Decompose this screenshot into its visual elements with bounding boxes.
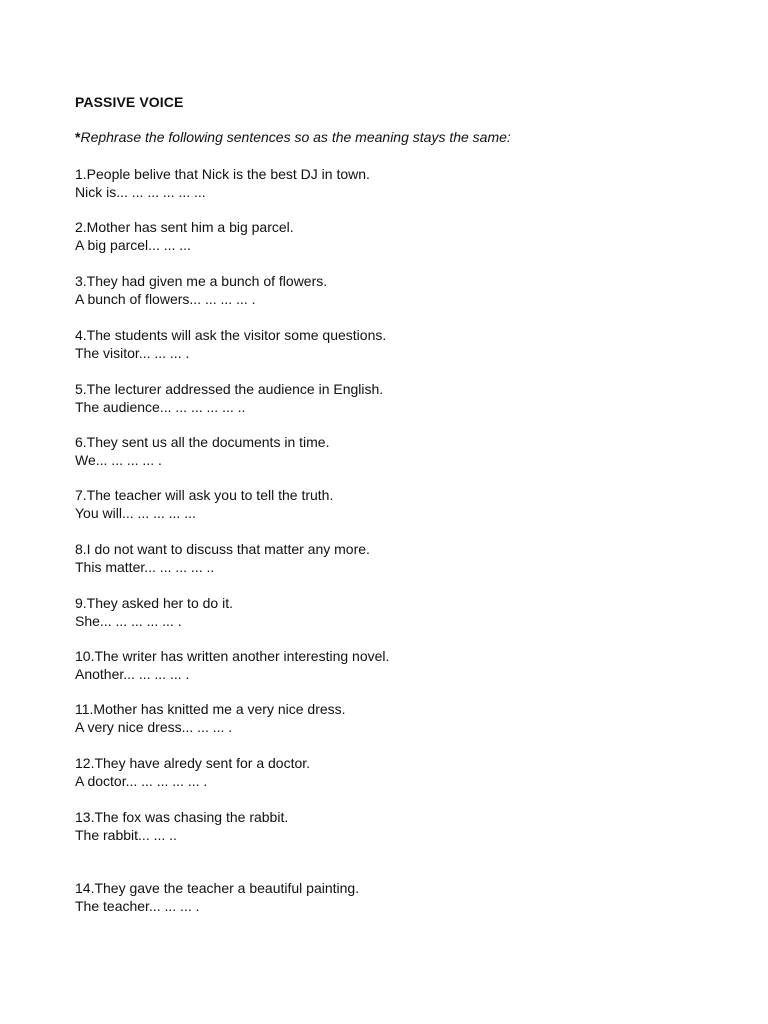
exercise-item xyxy=(75,380,715,416)
exercise-item xyxy=(75,700,715,736)
exercise-prompt: Another... ... ... ... . xyxy=(75,666,190,682)
exercise-sentence: 8.I do not want to discuss that matter any more. xyxy=(75,541,370,557)
exercise-sentence: 6.They sent us all the documents in time. xyxy=(75,434,330,450)
exercise-item xyxy=(75,486,715,522)
exercise-prompt: A bunch of flowers... ... ... ... . xyxy=(75,291,256,307)
exercise-sentence: 10.The writer has written another interesting novel. xyxy=(75,648,390,664)
exercise-item xyxy=(75,594,715,630)
page-title: PASSIVE VOICE xyxy=(75,94,184,110)
exercise-prompt: A very nice dress... ... ... . xyxy=(75,719,233,735)
exercise-item xyxy=(75,754,715,790)
exercise-item xyxy=(75,879,715,915)
exercise-prompt: Nick is... ... ... ... ... ... xyxy=(75,184,206,200)
exercise-prompt: The visitor... ... ... . xyxy=(75,345,190,361)
exercise-prompt: She... ... ... ... ... . xyxy=(75,613,182,629)
exercise-prompt: You will... ... ... ... ... xyxy=(75,505,196,521)
exercise-sentence: 9.They asked her to do it. xyxy=(75,595,233,611)
exercise-prompt: The teacher... ... ... . xyxy=(75,898,200,914)
exercise-prompt: The rabbit... ... .. xyxy=(75,827,177,843)
instruction-text: Rephrase the following sentences so as the meaning stays the same: xyxy=(80,129,511,145)
exercise-sentence: 2.Mother has sent him a big parcel. xyxy=(75,219,294,235)
exercise-item xyxy=(75,272,715,308)
exercise-sentence: 7.The teacher will ask you to tell the truth. xyxy=(75,487,334,503)
exercise-item xyxy=(75,808,715,844)
exercise-item xyxy=(75,647,715,683)
exercise-sentence: 11.Mother has knitted me a very nice dress. xyxy=(75,701,346,717)
exercise-prompt: This matter... ... ... ... .. xyxy=(75,559,215,575)
exercise-sentence: 1.People belive that Nick is the best DJ in town. xyxy=(75,166,370,182)
exercise-item xyxy=(75,165,715,201)
exercise-sentence: 4.The students will ask the visitor some questions. xyxy=(75,327,387,343)
exercise-prompt: A big parcel... ... ... xyxy=(75,237,191,253)
instruction xyxy=(75,128,511,146)
exercise-prompt: The audience... ... ... ... ... .. xyxy=(75,399,246,415)
exercise-sentence: 13.The fox was chasing the rabbit. xyxy=(75,809,289,825)
exercise-sentence: 14.They gave the teacher a beautiful painting. xyxy=(75,880,360,896)
exercise-prompt: A doctor... ... ... ... ... . xyxy=(75,773,208,789)
exercise-item xyxy=(75,540,715,576)
instruction-star: * xyxy=(75,129,81,145)
exercise-sentence: 12.They have alredy sent for a doctor. xyxy=(75,755,311,771)
exercise-item xyxy=(75,326,715,362)
exercise-sentence: 5.The lecturer addressed the audience in English. xyxy=(75,381,384,397)
exercise-sentence: 3.They had given me a bunch of flowers. xyxy=(75,273,328,289)
exercise-item xyxy=(75,218,715,254)
exercise-item xyxy=(75,433,715,469)
exercise-prompt: We... ... ... ... . xyxy=(75,452,162,468)
